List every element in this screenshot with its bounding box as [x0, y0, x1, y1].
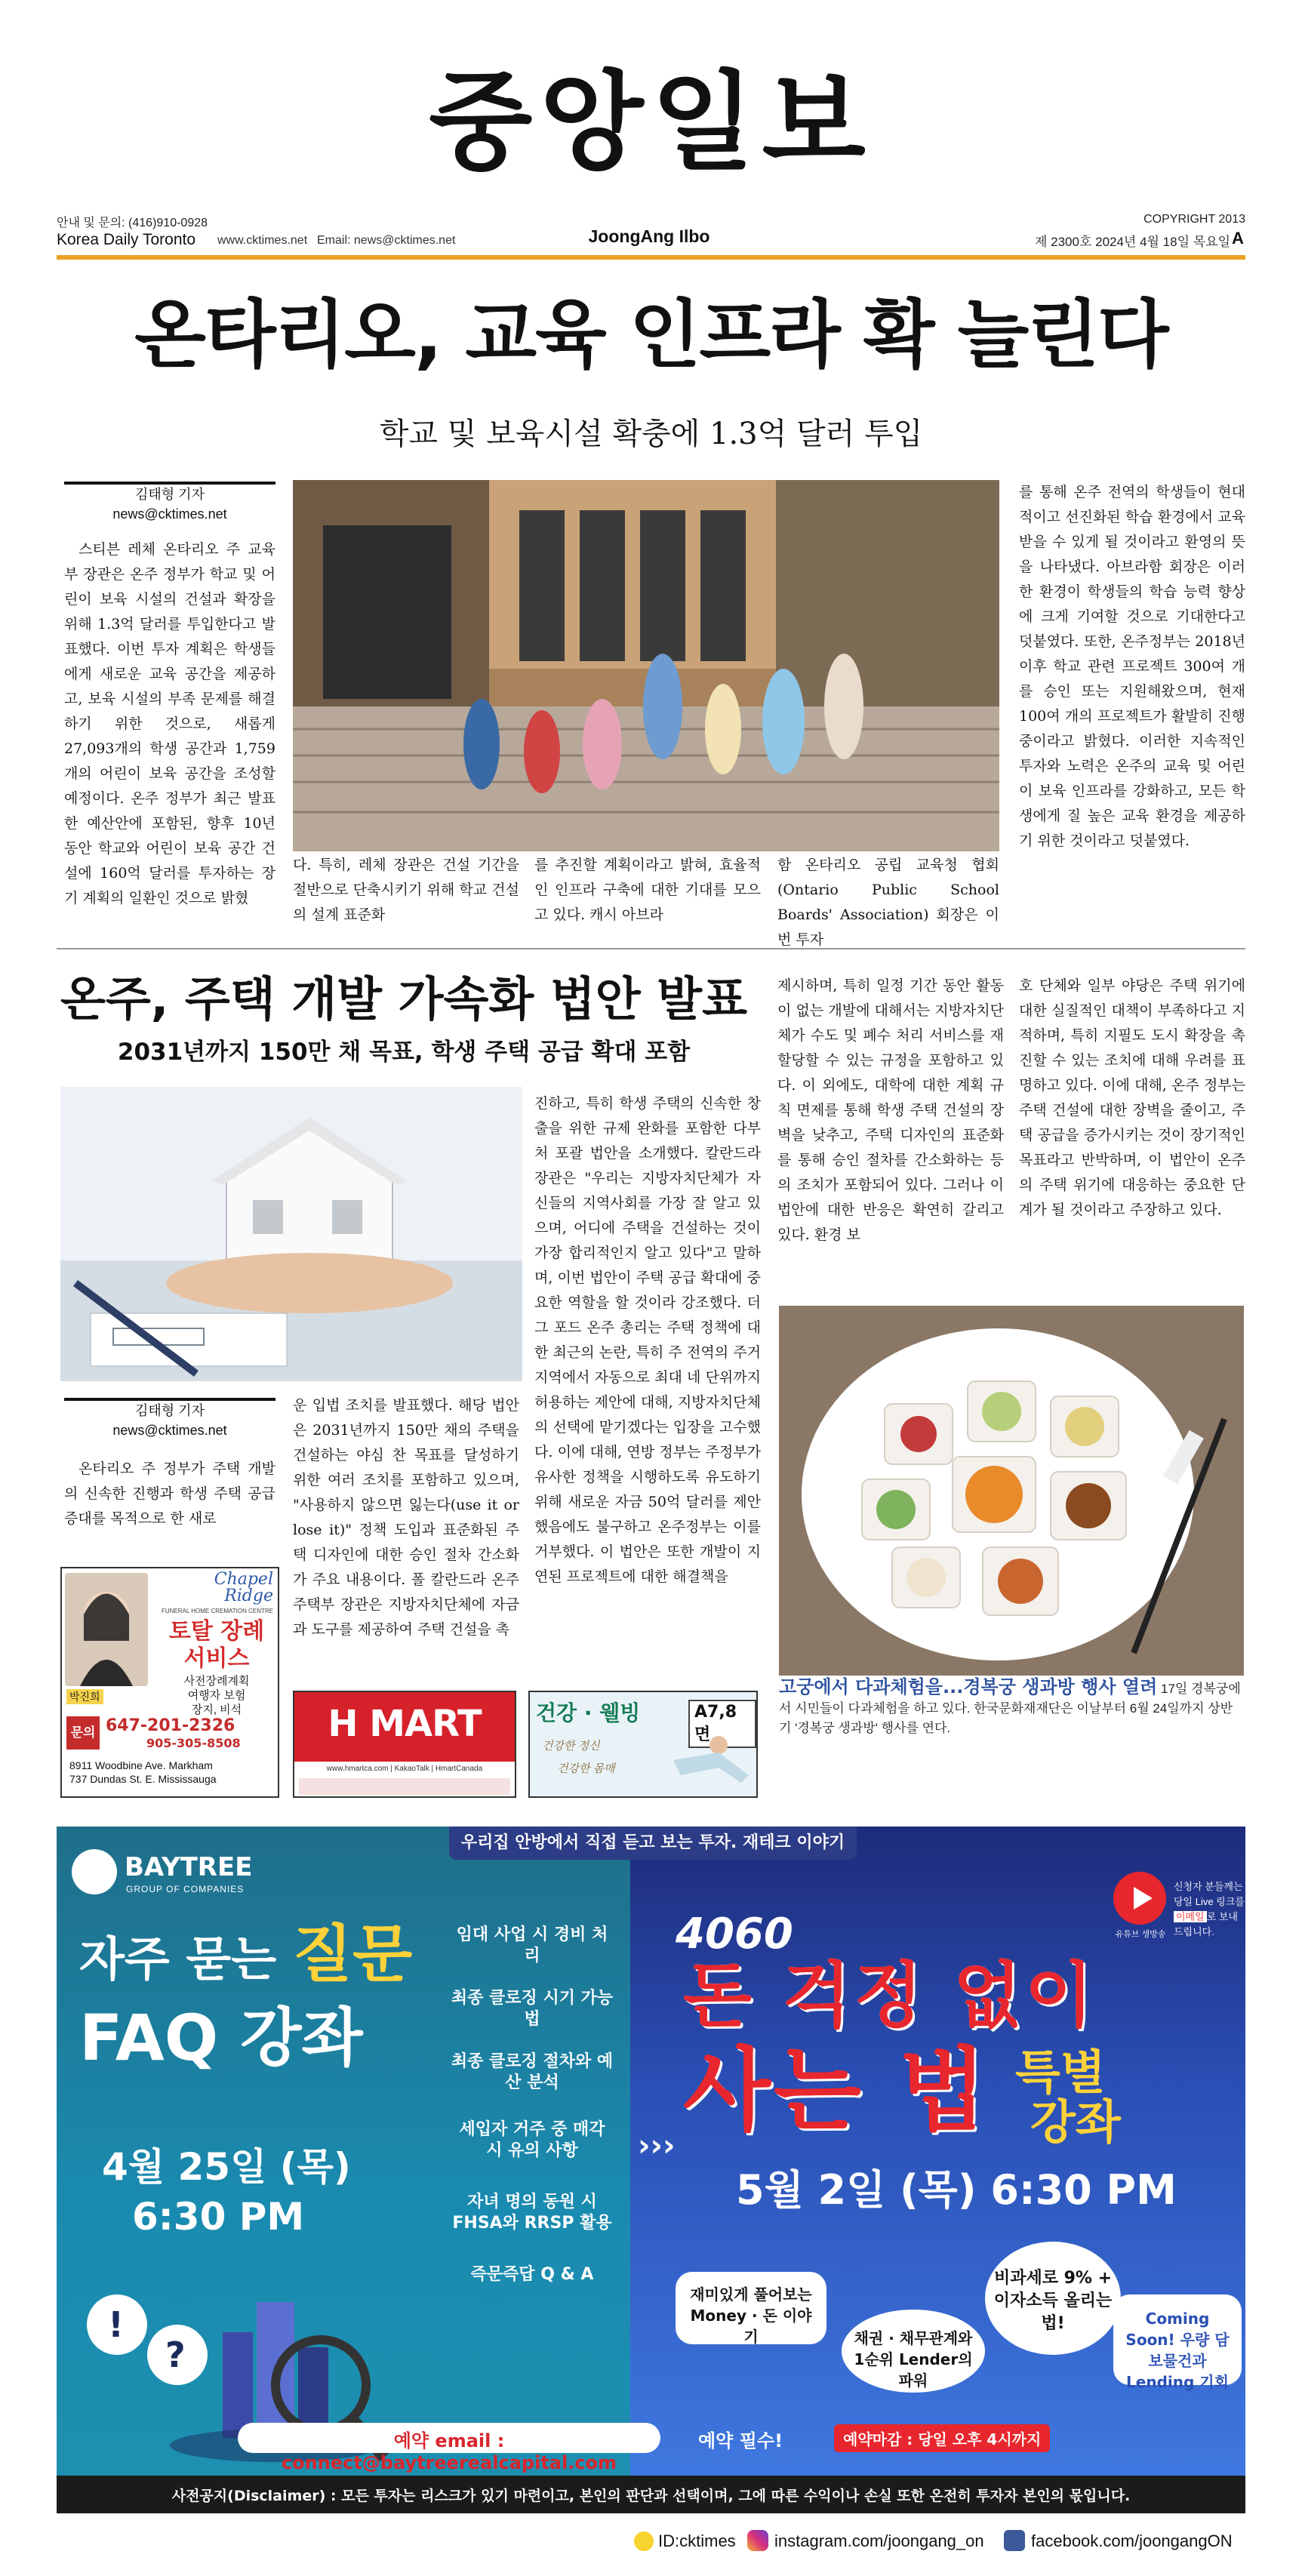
article2-col-b: 운 입법 조치를 발표했다. 해당 법안은 2031년까지 150만 채의 주택을 건설하는 야심 찬 목표를 달성하기 위한 여러 조치를 포함하고 있으며, "사용하지 않으면 잃는다(use it or lose it)" 정책 도입과 표준화된 주택 디자인에 대한 승인 절차 간소화가 주요 내용이다. 폴 칼란드라 온주 주택부 장관은 지방자치단체에 자금과 도구를 제공하여 주택 건설을 촉: [293, 1397, 519, 1638]
byline-name: 김태형 기자: [135, 1403, 205, 1418]
right-datetime: 5월 2일 (목) 6:30 PM: [736, 2166, 1177, 2214]
hmart-url[interactable]: www.hmartca.com | KakaoTalk | HmartCanada: [326, 1765, 483, 1773]
instagram-link[interactable]: instagram.com/joongang_on: [774, 2531, 984, 2550]
right-title-3: 특별: [1015, 2045, 1106, 2100]
hmart-store-list: [299, 1778, 510, 1795]
faq-list: [449, 1925, 615, 2317]
youtube-label: 유튜브 생방송: [1115, 1930, 1166, 1939]
deadline: 예약마감 : 당일 오후 4시까지: [834, 2424, 1050, 2452]
funeral-lines: 사전장례계획 여행자 보험 장지, 비석: [183, 1675, 250, 1716]
article2-col-a: 온타리오 주 정부가 주택 개발의 신속한 진행과 학생 주택 공급 증대를 목적으로 한 새로: [64, 1460, 275, 1527]
funeral-title: 토탈 장례 서비스: [168, 1618, 265, 1672]
funeral-phone1[interactable]: 647-201-2326: [106, 1716, 235, 1735]
reserve-label: 예약 필수!: [698, 2430, 783, 2451]
faq-item: 최종 클로징 시기 가능법: [451, 1989, 614, 2029]
article1-col2: 다. 특히, 레체 장관은 건설 기간을 절반으로 단축시키기 위해 학교 건설의 설계 표준화: [293, 857, 519, 923]
masthead-title: 중앙일보: [429, 60, 873, 185]
funeral-sub: FUNERAL HOME CREMATION CENTRE: [161, 1608, 273, 1614]
contact-info: 안내 및 문의: (416)910-0928: [57, 217, 208, 229]
bubble-2: 채권 · 채무관계와 1순위 Lender의 파워: [842, 2310, 985, 2393]
faq-item: 임대 사업 시 경비 처리: [456, 1925, 608, 1965]
school-photo: [293, 480, 999, 851]
hmart-logo: H MART: [328, 1703, 482, 1745]
svg-text:!: !: [108, 2304, 124, 2345]
health-line1: 건강한 정신: [542, 1740, 600, 1753]
health-title: 건강 · 웰빙: [536, 1700, 641, 1725]
dessert-photo: [779, 1306, 1244, 1676]
right-title-4: 강좌: [1030, 2094, 1121, 2150]
faq-item: 즉문즉답 Q & A: [470, 2265, 594, 2284]
bubble-3: 비과세로 9% + 이자소득 올리는 법!: [985, 2242, 1121, 2355]
health-line2: 건강한 몸매: [557, 1762, 615, 1775]
funeral-ad[interactable]: [60, 1567, 279, 1798]
health-figure: [651, 1730, 756, 1798]
byline-name: 김태형 기자: [135, 487, 205, 502]
article2-col-d: 제시하며, 특히 일정 기간 동안 활동이 없는 개발에 대해서는 지방자치단체가 수도 및 폐수 처리 서비스를 재할당할 수 있는 규정을 포함하고 있다. 이 외에도, 대학에 대한 계획 규칙 면제를 통해 학생 주택 건설의 장벽을 낮추고, 주택 디자인의 표준화를 통해 승인 절차를 간소화하는 등의 조치가 포함되어 있다. 그러나 이 법안에 대한 반응은 확연히 갈리고 있다. 환경 보: [777, 977, 1004, 1243]
article1-col5: 를 통해 온주 전역의 학생들이 현대적이고 선진화된 학습 환경에서 교육받을 수 있게 될 것이라고 환영의 뜻을 나타냈다. 아브라함 회장은 이러한 환경이 학생들의 학습 능력 향상에 크게 기여할 것으로 기대한다고 덧붙였다. 또한, 온주정부는 2018년 이후 학교 관련 프로젝트 300여 개를 승인 또는 지원해왔으며, 현재 100여 개의 프로젝트가 활발히 진행 중이라고 밝혔다. 이러한 지속적인 투자와 노력은 온주의 교육 및 어린이 보육 인프라를 강화하고, 모든 학생에게 질 높은 교육 환경을 제공하기 위한 것이라고 덧붙였다.: [1019, 484, 1245, 849]
left-date: 4월 25일 (목): [102, 2145, 351, 2189]
baytree-name: BAYTREE: [125, 1852, 253, 1882]
article1-col1: 스티븐 레체 온타리오 주 교육부 장관은 온주 정부가 학교 및 어린이 보육 시설의 건설과 확장을 위해 1.3억 달러를 투입한다고 발표했다. 이번 투자 계획은 학생들에게 새로운 교육 공간을 제공하고, 보육 시설의 부족 문제를 해결하기 위한 것으로, 새롭게 27,093개의 학생 공간과 1,759개의 어린이 보육 공간을 조성할 예정이다. 온주 정부가 최근 발표한 예산안에 포함된, 향후 10년 동안 학교와 어린이 보육 공간 건설에 160억 달러를 투자하는 장기 계획의 일환인 것으로 밝혔: [64, 541, 275, 906]
email-link[interactable]: Email: news@cktimes.net: [317, 234, 456, 247]
byline-2: [64, 1398, 275, 1440]
faq-item: 세입자 거주 중 매각 시 유의 사항: [459, 2120, 605, 2160]
arrow-chevrons-icon: ›››: [638, 2128, 676, 2163]
byline-email[interactable]: news@cktimes.net: [112, 1423, 227, 1438]
article1-col4: 함 온타리오 공립 교육청 협회 (Ontario Public School Boards' Association) 회장은 이번 투자: [777, 857, 999, 948]
funeral-address: 8911 Woodbine Ave. Markham 737 Dundas St. E. Mississauga: [69, 1759, 217, 1785]
issue-mark: A: [1232, 229, 1244, 248]
kakao-id[interactable]: ID:cktimes: [658, 2531, 736, 2550]
article1-col3: 를 추진할 계획이라고 밝혀, 효율적인 인프라 구축에 대한 기대를 모으고 있다. 캐시 아브라: [534, 857, 761, 923]
bubble-4: Coming Soon! 우량 담보물건과 Lending 기회: [1113, 2294, 1242, 2385]
photo-caption: 고궁에서 다과체험을...경복궁 생과방 행사 열려 17일 경복궁에서 시민들이 다과체험을 하고 있다. 한국문화재재단은 이날부터 6월 24일까지 상반기 '경복궁 생과방' 행사를 연다.: [779, 1676, 1241, 1735]
faq-item: 최종 클로징 절차와 예산 분석: [451, 2052, 614, 2092]
left-time: 6:30 PM: [132, 2195, 305, 2239]
center-name: JoongAng Ilbo: [588, 226, 710, 246]
byline-1: [64, 482, 275, 524]
ad-top-banner: 우리집 안방에서 직접 듣고 보는 투자. 재테크 이야기: [449, 1827, 857, 1860]
hmart-ad[interactable]: [293, 1691, 516, 1798]
health-ad[interactable]: [528, 1691, 758, 1798]
article2-col-c: 진하고, 특히 학생 주택의 신속한 창출을 위한 규제 완화를 포함한 다부처 포괄 법안을 소개했다. 칼란드라 장관은 "우리는 지방자치단체가 자신들의 지역사회를 가장 잘 알고 있으며, 어디에 주택을 건설하는 것이 가장 합리적인지 알고 있다"고 말하며, 이번 법안이 주택 공급 확대에 중요한 역할을 할 것이라 강조했다. 더그 포드 온주 총리는 주택 정책에 대한 최근의 논란, 특히 주 전역의 주거지역에서 자동으로 최대 네 단위까지 허용하는 제안에 대해, 지방자치단체의 선택에 맡기겠다는 입장을 고수했다. 이에 대해, 연방 정부는 주정부가 유사한 정책을 시행하도록 유도하기 위해 새로운 자금 50억 달러를 제안했음에도 불구하고 온주정부는 이를 거부했다. 이 법안은 또한 개발이 지연된 프로젝트에 대한 해결책을: [534, 1095, 761, 1585]
funeral-person: 박진희: [66, 1689, 103, 1704]
instagram-icon[interactable]: [747, 2530, 768, 2551]
byline-email[interactable]: news@cktimes.net: [112, 506, 227, 522]
email-label[interactable]: 예약 email : connect@baytreerealcapital.com: [281, 2430, 617, 2473]
facebook-link[interactable]: facebook.com/joongangON: [1031, 2531, 1233, 2550]
headline-2: 온주, 주택 개발 가속화 법안 발표: [60, 971, 748, 1026]
left-title-1: 자주 묻는 질문: [79, 1919, 413, 1990]
right-title-2: 사는 법: [683, 2039, 990, 2144]
health-page: A7,8면: [688, 1700, 756, 1748]
bubble-1: 재미있게 풀어보는 Money · 돈 이야기: [676, 2272, 826, 2344]
youtube-text: 신청자 분들께는 당일 Live 링크를 이메일 로 보내드립니다.: [1174, 1881, 1245, 1937]
baytree-ad[interactable]: [57, 1827, 1245, 2513]
kakao-icon[interactable]: [634, 2531, 654, 2551]
facebook-icon[interactable]: [1004, 2530, 1025, 2551]
masthead-rule: [57, 255, 1245, 260]
baytree-sub: GROUP OF COMPANIES: [126, 1884, 245, 1894]
youtube-icon[interactable]: [1113, 1872, 1166, 1925]
copyright: COPYRIGHT 2013: [1143, 213, 1245, 226]
house-photo: [60, 1087, 522, 1381]
disclaimer-text: 사전공지(Disclaimer) : 모든 투자는 리스크가 있기 마련이고, 본인의 판단과 선택이며, 그에 따른 수익이나 손실 또한 온전히 투자자 본인의 몫입니다.: [171, 2488, 1131, 2504]
right-title-1: 돈 걱정 없이: [683, 1955, 1097, 2037]
funeral-contact-label: 문의: [66, 1716, 100, 1750]
funeral-phone2[interactable]: 905-305-8508: [146, 1736, 241, 1750]
section-divider: [57, 948, 1245, 949]
baytree-logo-icon: [72, 1849, 117, 1894]
funeral-ad-photo: [65, 1573, 148, 1686]
right-age: 4060: [676, 1910, 793, 1959]
edition-name: Korea Daily Toronto: [57, 231, 196, 248]
funeral-brand: Chapel Ridge: [214, 1570, 273, 1605]
svg-text:?: ?: [165, 2334, 186, 2375]
article2-col-e: 호 단체와 일부 야당은 주택 위기에 대한 실질적인 대책이 부족하다고 지적하며, 특히 지필도 도시 확장을 촉진할 수 있는 조치에 대해 우려를 표명하고 있다. 이에 대해, 온주 정부는 주택 건설에 대한 장벽을 줄이고, 주택 공급을 증가시키는 것이 장기적인 목표라고 반박하며, 이 법안이 온주의 주택 위기에 대응하는 중요한 단계가 될 것이라고 주장하고 있다.: [1019, 977, 1245, 1218]
faq-item: 자녀 명의 동원 시 FHSA와 RRSP 활용: [452, 2193, 612, 2233]
issue-line: 제 2300호 2024년 4월 18일 목요일: [1035, 235, 1230, 249]
subhead-1: 학교 및 보육시설 확충에 1.3억 달러 투입: [379, 417, 923, 451]
left-title-3: FAQ 강좌: [79, 2001, 363, 2075]
subhead-2: 2031년까지 150만 채 목표, 학생 주택 공급 확대 포함: [117, 1039, 691, 1066]
headline-1: 온타리오, 교육 인프라 확 늘린다: [134, 292, 1168, 378]
website-link[interactable]: www.cktimes.net: [217, 234, 308, 247]
